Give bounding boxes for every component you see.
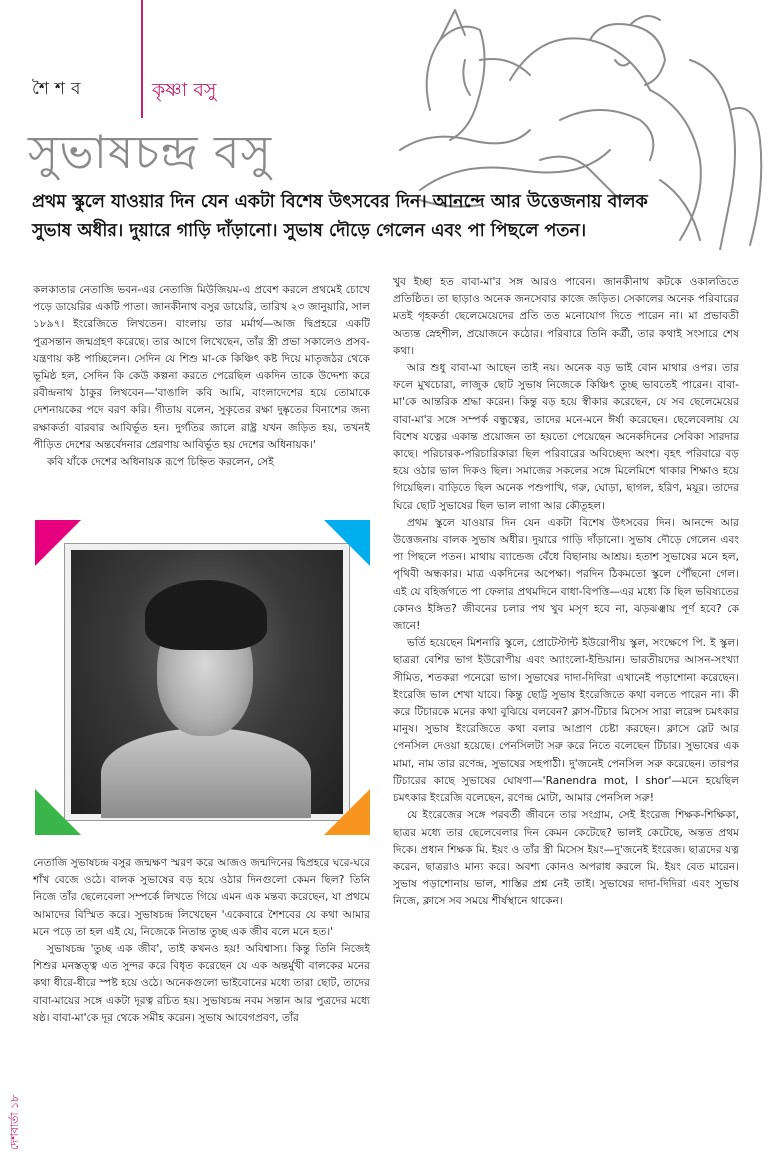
paragraph: নেতাজি সুভাষচন্দ্র বসুর জন্মক্ষণ স্মরণ করে আজও জন্মদিনের দ্বিপ্রহরে ঘরে-ঘরে শাঁখ বেজে ওঠে। বালক সুভাষের বড় হয়ে ওঠার দিনগুলো কেমন ছিল? তিনি নিজে তাঁর ছেলেবেলা সম্পর্কে লিখতে গিয়ে এমন এক মন্তব্য করেছেন, যা প্রথমে আমাদের বিস্মিত করে। সুভাষচন্দ্র লিখেছেন 'একেবারে শৈশবের যে কথা আমার মনে পড়ে তা হল এই যে, নিজেকে নিতান্ত তুচ্ছ এক জীব বলে মনে হত।': [33, 857, 370, 938]
corner-magenta: [35, 520, 81, 566]
page-footer: দেশবার্তা ১৮: [8, 1094, 21, 1150]
photo-body-shape: [101, 728, 311, 818]
header-divider: [141, 0, 143, 118]
right-column: [393, 274, 739, 1124]
paragraph: কবি যাঁকে দেশের অধিনায়ক রূপে চিহ্নিত করলেন, সেই: [47, 456, 274, 469]
corner-orange: [324, 789, 370, 835]
paragraph: কলকাতার নেতাজি ভবন-এর নেতাজি মিউজিয়ম-এ প্রবেশ করলে প্রথমেই চোখে পড়ে ডায়েরির একটি পাতা। জানকীনাথ বসুর ডায়েরি, তারিখ ২৩ জানুয়ারি, সাল ১৮৯৭। ইংরেজিতে লিখতেন। বাংলায় তার মর্মার্থ—আজ দ্বিপ্রহরে একটি পুত্রসন্তান জন্মগ্রহণ করেছে। তার আগে লিখেছেন, তাঁর স্ত্রী প্রভা সকালেও প্রসব-যন্ত্রণায় কষ্ট পাচ্ছিলেন। সেদিন যে শিশু মা-কে কিঞ্চিৎ কষ্ট দিয়ে মাতৃজঠর থেকে ভূমিষ্ঠ হল, সেদিন কি কেউ কল্পনা করতে পেরেছিল একদিন তাকে উদ্দেশ্য করে রবীন্দ্রনাথ ঠাকুর লিখবেন—'বাঙালি কবি আমি, বাংলাদেশের হয়ে তোমাকে দেশনায়কের পদে বরণ করি। গীতায় বলেন, সুকৃতের রক্ষা দুষ্কৃতের বিনাশের জন্য রক্ষাকর্তা বারবার আবির্ভূত হন। দুর্গতির জালে রাষ্ট্র যখন জড়িত হয়, তখনই পীড়িত দেশের অন্তর্বেদনার প্রেরণায় আবির্ভূত হয় দেশের অধিনায়ক।': [33, 284, 370, 451]
left-column-bottom: [33, 855, 370, 1110]
paragraph: প্রথম স্কুলে যাওয়ার দিন যেন একটা বিশেষ উৎসবের দিন। আনন্দে আর উত্তেজনায় বালক সুভাষ অধীর। দুয়ারে গাড়ি দাঁড়ানো। সুভাষ দৌড়ে গেলেন এবং পা পিছলে পতন। মাথায় ব্যান্ডেজ বেঁধে বিছানায় আশ্রয়। হতাশ সুভাষের মনে হল, পৃথিবী অন্ধকার। মাত্র একদিনের অপেক্ষা। পরদিন ঠিকমতো স্কুলে পৌঁছনো গেল। এই যে বহির্জগতে পা ফেলার প্রথমদিনে বাধা-বিপত্তি—এর মধ্যে কি ছিল ভবিষ্যতের কোনও ইঙ্গিত? জীবনের চলার পথ খুব মসৃণ হবে না, ঝড়ঝঞ্ঝায় পূর্ণ হবে? কে জানে!: [393, 516, 739, 633]
portrait-photo-frame: [35, 520, 370, 835]
paragraph: ভর্তি হয়েছেন মিশনারি স্কুলে, প্রোটেস্টান্ট ইউরোপীয় স্কুল, সংক্ষেপে পি. ই স্কুল। ছাত্ররা বেশির ভাগ ইউরোপীয় এবং অ্যাংলো-ইন্ডিয়ান। ভারতীয়দের আসন-সংখ্যা সীমিত, শতকরা পনেরো ভাগ। সুভাষের দাদা-দিদিরা এখানেই পড়াশোনা করেছেন। ইংরেজি ভাল শেখা যাবে। কিন্তু ছোট্ট সুভাষ ইংরেজিতে কথা বলতে পারেন না। কী করে টিচারকে মনের কথা বুঝিয়ে বলবেন? ক্লাস-টিচার মিসেস সারা লরেন্স চমৎকার মানুষ। সুভাষ ইংরেজিতে কথা বলার আপ্রাণ চেষ্টা করছেন। ক্লাসে স্লেট আর পেনসিল দেওয়া হয়েছে। পেনসিলটা সরু করে নিতে বলেছেন টিচার। সুভাষের এক মামা, নাম তার রণেন্দ্র, সুভাষের সহপাঠী। দু'জনেই পেনসিল সরু করেছেন। তারপর টিচারের কাছে সুভাষের ঘোষণা—'Ranendra mot, I shor'—মনে হয়েছিল চমৎকার ইংরেজি বলেছেন, রণেন্দ্র মোটা, আমার পেনসিল সরু!: [393, 637, 739, 805]
series-label: শৈশব: [32, 79, 87, 99]
paragraph: খুব ইচ্ছা হত বাবা-মা'র সঙ্গ আরও পাবেন। জানকীনাথ কটকে ওকালতিতে প্রতিষ্ঠিত। তা ছাড়াও অনেক জনসেবার কাজে জড়িত। সেকালের অনেক পরিবারের মতই গৃহকর্তা ছেলেমেয়েদের প্রতি তত মনোযোগ দিতে পারেন না। মা প্রভাবতী অত্যন্ত স্নেহশীল, প্রয়োজনে কঠোর। পরিবারে তিনি কর্ত্রী, তার কথাই সংসারে শেষ কথা।: [393, 276, 739, 357]
paragraph: সুভাষচন্দ্র 'তুচ্ছ এক জীব', তাই কখনও হয়! অবিশ্বাস্য। কিন্তু তিনি নিজেই শিশুর মনস্তত্ত্ব এত সুন্দর করে বিধৃত করেছেন যে এক অন্তর্মুখী বালকের মনের কথা ধীরে-ধীরে স্পষ্ট হয়ে ওঠে। অনেকগুলো ভাইবোনের মধ্যে তারা ছোট, তাদের বাবা-মায়ের সঙ্গে একটা দূরত্ব রচিত হয়। সুভাষচন্দ্র নবম সন্তান আর পুত্রদের মধ্যে ষষ্ঠ। বাবা-মা'কে দূর থেকে সমীহ করেন। সুভাষ আবেগপ্রবণ, তাঁর: [33, 943, 370, 1024]
article-title: সুভাষচন্দ্র বসু: [28, 125, 273, 179]
left-column-top: [33, 282, 370, 512]
portrait-photo: [65, 544, 349, 820]
paragraph: যে ইংরেজের সঙ্গে পরবর্তী জীবনে তার সংগ্রাম, সেই ইংরেজ শিক্ষক-শিক্ষিকা, ছাত্রর মধ্যে তার ছেলেবেলার দিন কেমন কেটেছে? ভালই কেটেছে, অন্তত প্রথম দিকে। প্রধান শিক্ষক মি. ইয়ং ও তাঁর স্ত্রী মিসেস ইয়ং—দু'জনেই ইংরেজ। ছাত্রদের যত্ন করেন, ছাত্ররাও মান্য করে। অবশ্য কোনও অপরাধ করলে মি. ইয়ং বেত মারেন। সুভাষ পড়াশোনায় ভাল, শাস্তির প্রশ্ন নেই তাই। সুভাষের দাদা-দিদিরা এবং সুভাষ নিজে, ক্লাসে সব সময়ে শীর্ষস্থানে থাকেন।: [393, 809, 739, 908]
author-name: কৃষ্ণা বসু: [152, 79, 217, 101]
corner-cyan: [324, 520, 370, 566]
series-row: [32, 70, 86, 110]
corner-green: [35, 789, 81, 835]
paragraph: আর শুধু বাবা-মা আছেন তাই নয়। অনেক বড় ভাই বোন মাথার ওপর। তার ফলে মুখচোরা, লাজুক ছোট সুভাষ নিজেকে কিঞ্চিৎ তুচ্ছ ভাবতেই পারেন। বাবা-মা'কে আন্তরিক শ্রদ্ধা করেন। কিন্তু বড় হয়ে স্বীকার করেছেন, যে সব ছেলেমেয়ের বাবা-মা'র সঙ্গে সম্পর্ক বন্ধুত্বের, তাদের মনে-মনে ঈর্ষা করেছেন। ছেলেবেলায় যে বিশেষ যত্নের একান্ত প্রয়োজন তা হয়তো পেয়েছেন অনেকদিনের সেবিকা সারদার কাছে। পরিচারক-পরিচারিকারা ছিল পরিবারের অবিচ্ছেদ্য অংশ। বৃহৎ পরিবারে বড় হয়ে ওঠার ভাল দিকও ছিল। সমাজের সকলের সঙ্গে মিলেমিশে থাকার শিক্ষাও হয়ে গিয়েছিল। বাড়িতে ছিল অনেক পশুপাখি, গরু, ঘোড়া, ছাগল, হরিণ, ময়ূর। তাদের ঘিরে ছোট সুভাষের ছিল ভাল লাগা আর কৌতূহল।: [393, 362, 739, 512]
photo-hair-shape: [145, 580, 267, 650]
intro-lead: প্রথম স্কুলে যাওয়ার দিন যেন একটা বিশেষ উৎসবের দিন। আনন্দে আর উত্তেজনায় বালক সুভাষ অধীর। দুয়ারে গাড়ি দাঁড়ানো। সুভাষ দৌড়ে গেলেন এবং পা পিছলে পতন।: [32, 192, 648, 241]
